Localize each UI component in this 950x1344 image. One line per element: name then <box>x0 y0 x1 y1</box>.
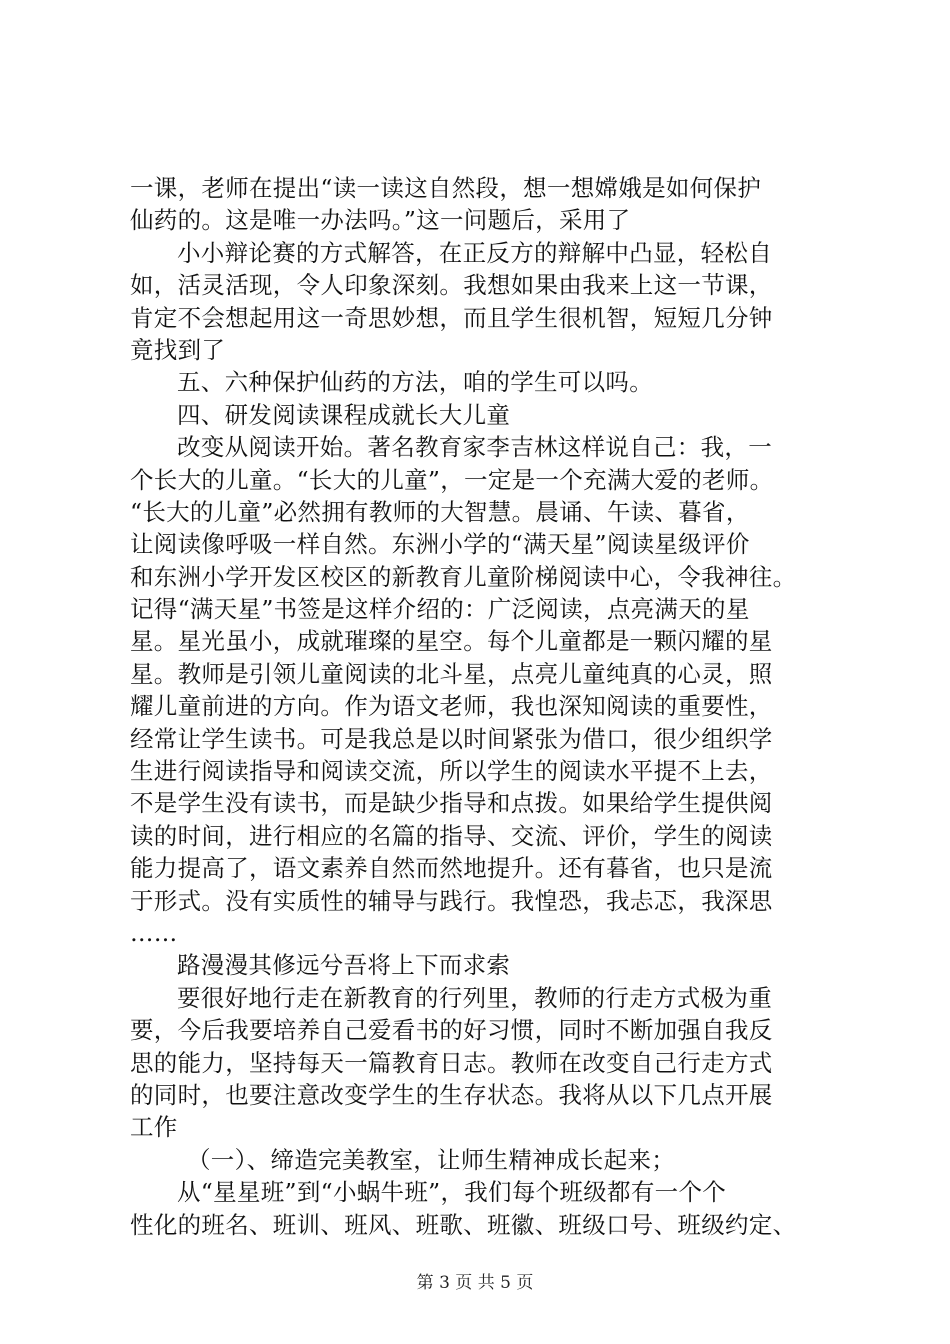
text-line: …… <box>130 918 178 947</box>
text-line: 星。星光虽小，成就璀璨的星空。每个儿童都是一颗闪耀的星 <box>130 627 773 656</box>
text-line: 从“星星班”到“小蜗牛班”，我们每个班级都有一个个 <box>177 1178 727 1207</box>
text-line: 一课，老师在提出“读一读这自然段，想一想嫦娥是如何保护 <box>130 174 762 202</box>
text-line: 不是学生没有读书，而是缺少指导和点拨。如果给学生提供阅 <box>130 789 773 818</box>
text-line: 读的时间，进行相应的名篇的指导、交流、评价，学生的阅读 <box>130 821 773 850</box>
text-line: 小小辩论赛的方式解答，在正反方的辩解中凸显，轻松自 <box>177 238 772 267</box>
text-line: 五、六种保护仙药的方法，咱的学生可以吗。 <box>177 368 653 397</box>
text-line: 要很好地行走在新教育的行列里，教师的行走方式极为重 <box>177 983 772 1012</box>
text-line: 和东洲小学开发区校区的新教育儿童阶梯阅读中心，令我神往。 <box>130 562 797 591</box>
text-line: 竟找到了 <box>130 335 226 364</box>
text-line: 生进行阅读指导和阅读交流，所以学生的阅读水平提不上去， <box>130 757 773 786</box>
text-line: 的同时，也要注意改变学生的生存状态。我将从以下几点开展 <box>130 1080 773 1109</box>
section-heading: 四、研发阅读课程成就长大儿童 <box>177 400 511 429</box>
text-line: 如，活灵活现，令人印象深刻。我想如果由我来上这一节课， <box>130 271 773 300</box>
text-line: 思的能力，坚持每天一篇教育日志。教师在改变自己行走方式 <box>130 1048 773 1077</box>
text-line: 性化的班名、班训、班风、班歌、班徽、班级口号、班级约定、 <box>130 1210 797 1239</box>
page-number-footer: 第 3 页 共 5 页 <box>416 1273 534 1293</box>
text-line: 让阅读像呼吸一样自然。东洲小学的“满天星”阅读星级评价 <box>130 530 750 559</box>
text-line: 于形式。没有实质性的辅导与践行。我惶恐，我忐忑，我深思 <box>130 886 773 915</box>
text-line: 经常让学生读书。可是我总是以时间紧张为借口，很少组织学 <box>130 724 773 753</box>
text-line: “长大的儿童”必然拥有教师的大智慧。晨诵、午读、暮省， <box>130 497 750 526</box>
text-line: 耀儿童前进的方向。作为语文老师，我也深知阅读的重要性， <box>130 692 773 721</box>
text-line: 星。教师是引领儿童阅读的北斗星，点亮儿童纯真的心灵，照 <box>130 659 773 688</box>
document-body <box>130 172 830 1241</box>
text-line: 仙药的。这是唯一办法吗。”这一问题后，采用了 <box>130 206 631 235</box>
text-line: 肯定不会想起用这一奇思妙想，而且学生很机智，短短几分钟 <box>130 303 773 332</box>
text-line: 个长大的儿童。“长大的儿童”，一定是一个充满大爱的老师。 <box>130 465 774 494</box>
text-line: 要，今后我要培养自己爱看书的好习惯，同时不断加强自我反 <box>130 1016 773 1045</box>
text-line: 记得“满天星”书签是这样介绍的：广泛阅读，点亮满天的星 <box>130 595 750 624</box>
section-heading: （一）、缔造完美教室，让师生精神成长起来； <box>187 1145 676 1174</box>
text-line: 能力提高了，语文素养自然而然地提升。还有暮省，也只是流 <box>130 854 773 883</box>
section-heading: 路漫漫其修远兮吾将上下而求索 <box>177 951 511 980</box>
text-line: 工作 <box>130 1113 178 1142</box>
text-line: 改变从阅读开始。著名教育家李吉林这样说自己：我，一 <box>177 433 772 462</box>
